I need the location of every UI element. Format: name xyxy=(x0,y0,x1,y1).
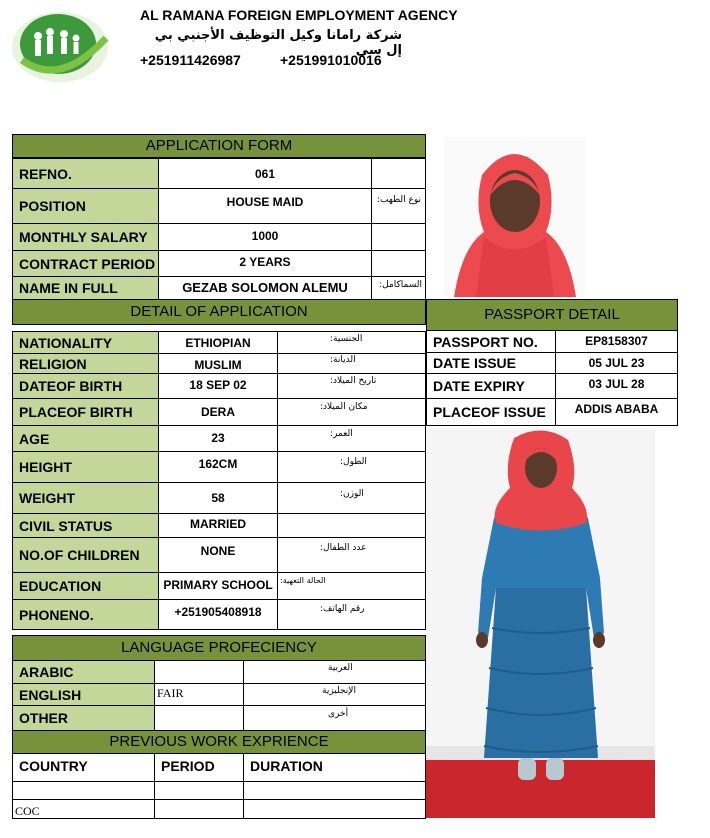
agency-phone-1: +251911426987 xyxy=(140,52,241,68)
work-cell-duration-1 xyxy=(243,781,426,800)
arabic-name-in-full: :السماكامل xyxy=(371,276,426,300)
agency-name: AL RAMANA FOREIGN EMPLOYMENT AGENCY xyxy=(140,7,458,23)
label-contract-period: CONTRACT PERIOD xyxy=(12,250,159,277)
value-height: 162CM xyxy=(158,451,278,483)
coc-label: COC xyxy=(12,799,155,819)
label-weight: WEIGHT xyxy=(12,482,159,514)
value-passport-no: EP8158307 xyxy=(555,330,678,353)
value-nationality: ETHIOPIAN xyxy=(158,331,278,354)
value-position: HOUSE MAID xyxy=(158,188,372,224)
label-english: ENGLISH xyxy=(12,683,155,706)
arabic-arabic: العربية xyxy=(243,660,426,684)
label-passport-no: PASSPORT NO. xyxy=(426,330,556,353)
arabic-weight: :الوزن xyxy=(277,482,426,514)
agency-phone-2: +251991010016 xyxy=(280,52,382,68)
value-age: 23 xyxy=(158,425,278,452)
label-other: OTHER xyxy=(12,705,155,731)
previous-work-experience-title: PREVIOUS WORK EXPRIENCE xyxy=(12,730,426,754)
value-place-of-birth: DERA xyxy=(158,398,278,426)
agency-name-arabic: شركة رامانا وكيل التوظيف الأجنبي بي إل سي xyxy=(154,28,402,58)
value-arabic xyxy=(154,660,244,684)
value-name-in-full: GEZAB SOLOMON ALEMU xyxy=(158,276,372,300)
agency-logo xyxy=(8,8,112,86)
label-date-of-birth: DATEOF BIRTH xyxy=(12,373,159,399)
arabic-height: :الطول xyxy=(277,451,426,483)
language-proficiency-title: LANGUAGE PROFECIENCY xyxy=(12,635,426,661)
label-arabic: ARABIC xyxy=(12,660,155,684)
arabic-monthly-salary xyxy=(371,223,426,251)
label-nationality: NATIONALITY xyxy=(12,331,159,354)
label-phone-number: PHONENO. xyxy=(12,599,159,630)
detail-of-application-title: DETAIL OF APPLICATION xyxy=(12,299,426,325)
label-refno: REFNO. xyxy=(12,158,159,189)
value-english: FAIR xyxy=(154,683,244,706)
value-date-issue: 05 JUL 23 xyxy=(555,352,678,374)
value-date-of-birth: 18 SEP 02 xyxy=(158,373,278,399)
label-number-of-children: NO.OF CHILDREN xyxy=(12,537,159,573)
arabic-nationality: :الجنسية xyxy=(277,331,426,354)
label-position: POSITION xyxy=(12,188,159,224)
application-form-title: APPLICATION FORM xyxy=(12,134,426,158)
label-monthly-salary: MONTHLY SALARY xyxy=(12,223,159,251)
header-period: PERIOD xyxy=(154,753,244,782)
value-date-expiry: 03 JUL 28 xyxy=(555,373,678,399)
label-date-issue: DATE ISSUE xyxy=(426,352,556,374)
arabic-position: :نوع الطهب xyxy=(371,188,426,224)
coc-cell-period xyxy=(154,799,244,819)
passport-detail-title: PASSPORT DETAIL xyxy=(426,299,678,331)
label-date-expiry: DATE EXPIRY xyxy=(426,373,556,399)
label-place-of-birth: PLACEOF BIRTH xyxy=(12,398,159,426)
arabic-refno xyxy=(371,158,426,189)
arabic-religion: :الديانة xyxy=(277,353,426,374)
label-age: AGE xyxy=(12,425,159,452)
arabic-number-of-children: :عدد الطفال xyxy=(277,537,426,573)
arabic-education: :الحالة التعهية xyxy=(277,572,426,600)
arabic-age: :العمر xyxy=(277,425,426,452)
value-contract-period: 2 YEARS xyxy=(158,250,372,277)
value-civil-status: MARRIED xyxy=(158,513,278,538)
applicant-full-body-photo xyxy=(426,428,655,818)
coc-cell-duration xyxy=(243,799,426,819)
value-weight: 58 xyxy=(158,482,278,514)
arabic-contract-period xyxy=(371,250,426,277)
work-cell-country-1 xyxy=(12,781,155,800)
value-phone-number: +251905408918 xyxy=(158,599,278,630)
applicant-portrait-photo xyxy=(444,137,586,297)
arabic-place-of-birth: :مكان الميلاد xyxy=(277,398,426,426)
arabic-date-of-birth: :تاريخ الميلاد xyxy=(277,373,426,399)
label-height: HEIGHT xyxy=(12,451,159,483)
arabic-civil-status xyxy=(277,513,426,538)
arabic-phone-number: :رقم الهاتف xyxy=(277,599,426,630)
header-duration: DURATION xyxy=(243,753,426,782)
arabic-english: الإنجليزية xyxy=(243,683,426,706)
value-other xyxy=(154,705,244,731)
value-education: PRIMARY SCHOOL xyxy=(158,572,278,600)
work-cell-period-1 xyxy=(154,781,244,800)
value-place-of-issue: ADDIS ABABA xyxy=(555,398,678,426)
header-country: COUNTRY xyxy=(12,753,155,782)
label-religion: RELIGION xyxy=(12,353,159,374)
value-refno: 061 xyxy=(158,158,372,189)
arabic-other: أخرى xyxy=(243,705,426,731)
label-civil-status: CIVIL STATUS xyxy=(12,513,159,538)
value-number-of-children: NONE xyxy=(158,537,278,573)
label-place-of-issue: PLACEOF ISSUE xyxy=(426,398,556,426)
value-monthly-salary: 1000 xyxy=(158,223,372,251)
label-name-in-full: NAME IN FULL xyxy=(12,276,159,300)
label-education: EDUCATION xyxy=(12,572,159,600)
value-religion: MUSLIM xyxy=(158,353,278,374)
